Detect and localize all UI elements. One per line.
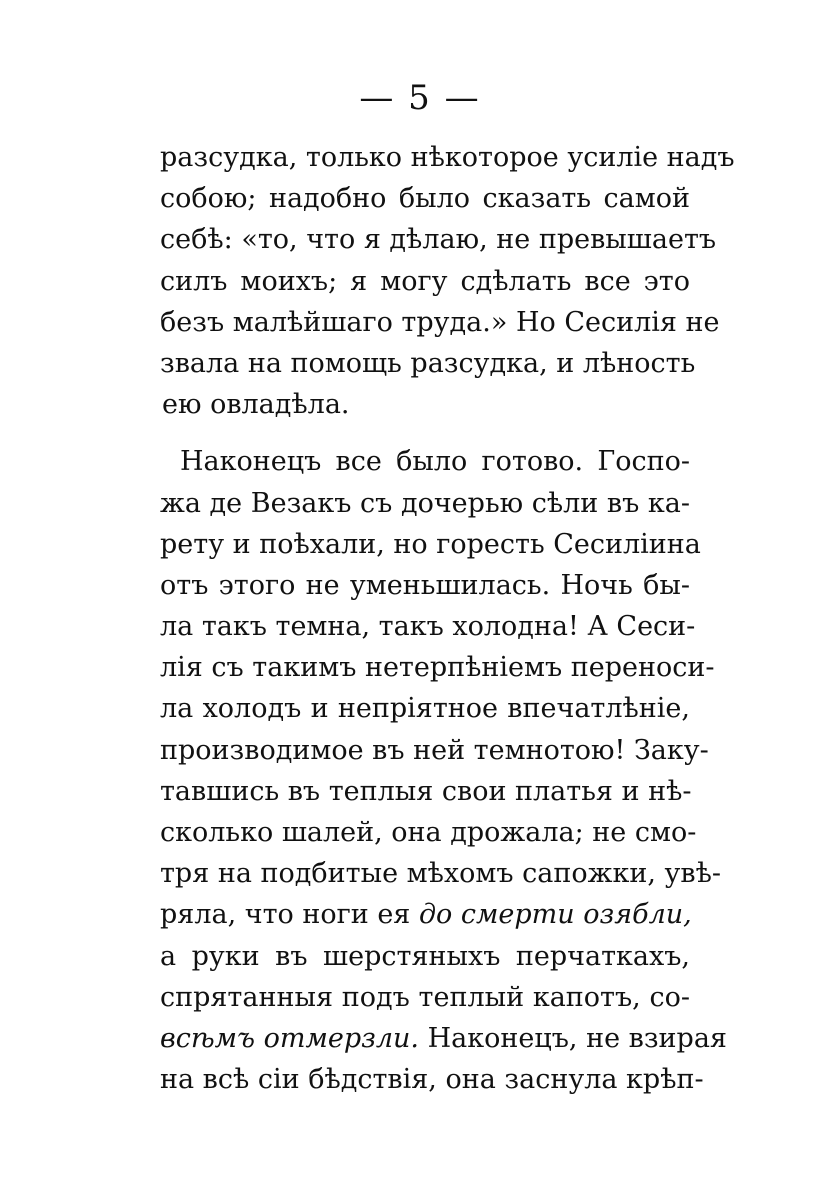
text-line: рету и поѣхали, но горесть Сесиліина — [160, 528, 701, 560]
text-line: ла холодъ и непріятное впечатлѣніе, — [160, 693, 690, 725]
text-line-mixed — [160, 1018, 727, 1059]
body-text — [160, 137, 735, 1100]
text-line: безъ малѣйшаго труда.» Но Сесилія не — [160, 306, 720, 338]
text-line: разсудка, только нѣкоторое усиліе надъ — [160, 142, 735, 173]
text-line: собою; надобно было сказать самой — [160, 183, 690, 215]
paragraph-gap — [160, 425, 690, 441]
text-line: сколько шалей, она дрожала; не смо- — [160, 817, 697, 848]
text-line: производимое въ ней темнотою! Заку- — [160, 734, 709, 766]
page-number: — 5 — — [359, 78, 481, 118]
text-line: Наконецъ все было готово. Госпо- — [180, 446, 690, 478]
text-segment: ряла, что ноги ея — [160, 899, 419, 931]
text-line: спрятанныя подъ теплый капотъ, со- — [160, 981, 690, 1013]
text-line: жа де Везакъ съ дочерью сѣли въ ка- — [160, 487, 690, 519]
text-line: себѣ: «то, что я дѣлаю, не превышаетъ — [160, 224, 717, 256]
text-line: ею овладѣла. — [162, 389, 350, 421]
text-line: звала на помощь разсудка, и лѣность — [160, 347, 696, 379]
text-segment: Наконецъ, не взирая — [419, 1022, 727, 1054]
text-line-mixed — [160, 894, 690, 935]
text-line: тавшись въ теплыя свои платья и нѣ- — [160, 775, 692, 807]
italic-segment: всѣмъ отмерзли. — [160, 1022, 420, 1054]
text-line: силъ моихъ; я могу сдѣлать все это — [160, 265, 690, 297]
text-line: на всѣ сіи бѣдствія, она заснула крѣп- — [160, 1064, 704, 1096]
text-line: тря на подбитые мѣхомъ сапожки, увѣ- — [160, 858, 721, 890]
italic-segment: до смерти озябли, — [418, 899, 692, 931]
text-line: отъ этого не уменьшилась. Ночь бы- — [160, 569, 690, 601]
text-line: а руки въ шерстяныхъ перчаткахъ, — [160, 940, 690, 972]
text-line: лія съ такимъ нетерпѣніемъ переноси- — [160, 652, 715, 684]
text-line: ла такъ темна, такъ холодна! А Сеси- — [160, 611, 696, 643]
